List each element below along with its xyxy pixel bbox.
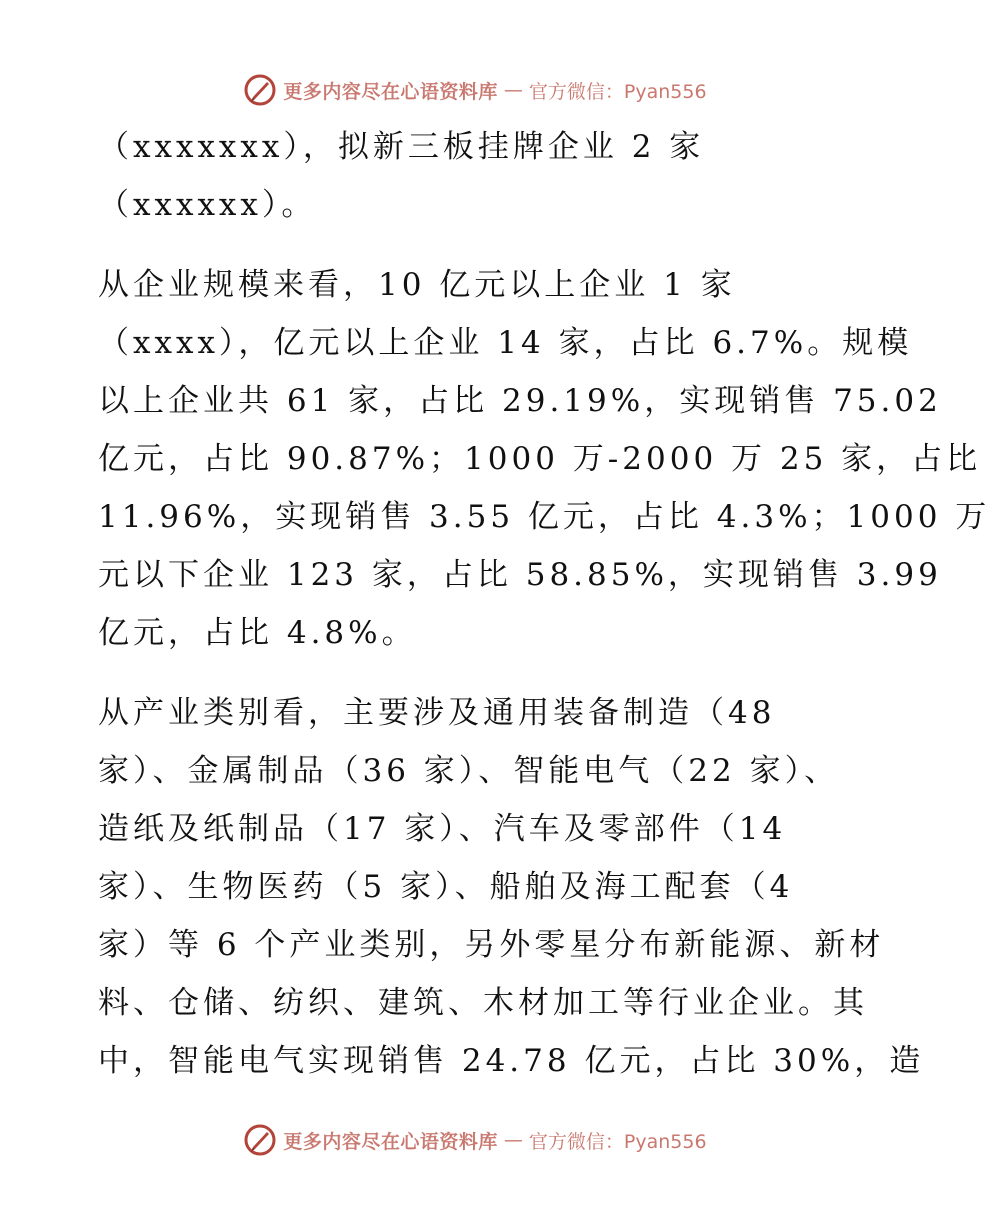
text-line: 造纸及纸制品（17 家）、汽车及零部件（14 [98, 811, 787, 847]
paragraph-1 [98, 118, 858, 234]
text-line: 家）、金属制品（36 家）、智能电气（22 家）、 [98, 753, 840, 789]
text-line: 以上企业共 61 家，占比 29.19%，实现销售 75.02 [98, 383, 942, 419]
text-line: 料、仓储、纺织、建筑、木材加工等行业企业。其 [98, 985, 868, 1021]
text-line: 家）等 6 个产业类别，另外零星分布新能源、新材 [98, 927, 885, 963]
paragraph-3 [98, 684, 925, 1090]
text-line: 亿元，占比 4.8%。 [98, 615, 417, 651]
text-line: 从企业规模来看，10 亿元以上企业 1 家 [98, 267, 736, 303]
watermark-dash: — [503, 79, 523, 101]
document-body [98, 118, 990, 1090]
quill-logo-icon [243, 73, 277, 107]
watermark-dash: — [503, 1129, 523, 1151]
watermark-contact: 官方微信：Pyan556 [528, 80, 707, 103]
text-line: 从产业类别看，主要涉及通用装备制造（48 [98, 695, 776, 731]
watermark-contact: 官方微信：Pyan556 [528, 1130, 707, 1153]
quill-logo-icon [243, 1123, 277, 1157]
header-watermark [0, 70, 950, 110]
text-line: 元以下企业 123 家，占比 58.85%，实现销售 3.99 [98, 557, 942, 593]
watermark-title: 更多内容尽在心语资料库 [283, 80, 498, 103]
watermark-title: 更多内容尽在心语资料库 [283, 1130, 498, 1153]
footer-watermark [0, 1120, 950, 1160]
text-line: （xxxxxxx），拟新三板挂牌企业 2 家 [98, 129, 705, 165]
text-line: （xxxxxx）。 [98, 187, 317, 223]
text-line: 11.96%，实现销售 3.55 亿元，占比 4.3%；1000 万 [98, 499, 990, 535]
text-line: 家）、生物医药（5 家）、船舶及海工配套（4 [98, 869, 794, 905]
text-line: 中，智能电气实现销售 24.78 亿元，占比 30%，造 [98, 1043, 925, 1079]
text-line: （xxxx），亿元以上企业 14 家，占比 6.7%。规模 [98, 325, 913, 361]
text-line: 亿元，占比 90.87%；1000 万-2000 万 25 家，占比 [98, 441, 982, 477]
paragraph-2 [98, 256, 990, 662]
